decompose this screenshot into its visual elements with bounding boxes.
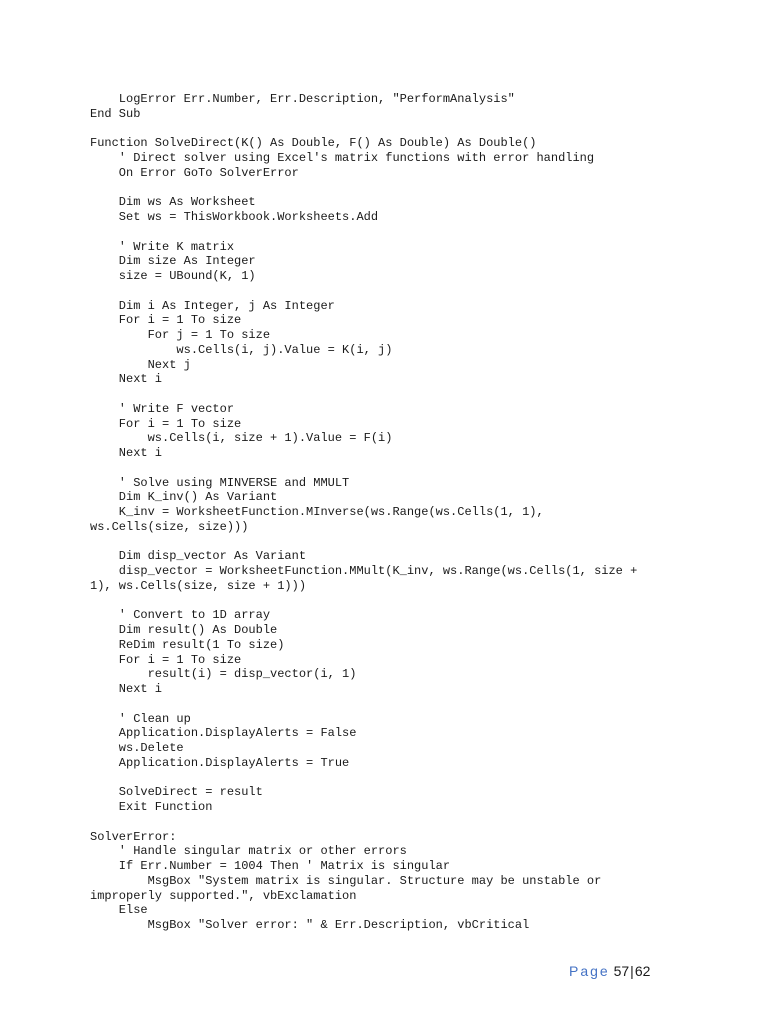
- page-total: 62: [634, 963, 651, 979]
- code-line: Dim ws As Worksheet: [90, 195, 256, 210]
- code-line: Application.DisplayAlerts = True: [90, 755, 350, 770]
- code-line: ' Direct solver using Excel's matrix functions with error handling: [90, 151, 595, 165]
- code-line: [90, 181, 680, 196]
- code-line: size = UBound(K, 1): [90, 269, 256, 283]
- code-line: [90, 122, 680, 137]
- code-line: LogError Err.Number, Err.Description, "PerformAnalysis": [90, 92, 515, 106]
- code-line: ws.Delete: [90, 741, 184, 755]
- code-line: Dim disp_vector As Variant: [90, 549, 307, 564]
- code-line: For i = 1 To size: [90, 416, 242, 431]
- code-line: SolveDirect = result: [90, 785, 263, 800]
- page-number: 57: [613, 963, 630, 979]
- code-line: K_inv = WorksheetFunction.MInverse(ws.Range(ws.Cells(1, 1),: [90, 505, 544, 519]
- code-line: ws.Cells(size, size))): [90, 519, 249, 534]
- code-line: Function SolveDirect(K() As Double, F() As Double) As Double(): [90, 136, 537, 151]
- code-line: improperly supported.", vbExclamation: [90, 888, 357, 903]
- code-line: For i = 1 To size: [90, 313, 242, 328]
- code-line: ' Convert to 1D array: [90, 608, 271, 623]
- page-label: Page: [569, 963, 610, 979]
- code-line: ' Solve using MINVERSE and MMULT: [90, 475, 350, 490]
- code-line: [90, 535, 680, 550]
- code-line: Else: [90, 903, 148, 918]
- code-line: [90, 225, 680, 240]
- code-line: [90, 815, 680, 830]
- code-line: For j = 1 To size: [90, 328, 271, 342]
- code-line: On Error GoTo SolverError: [90, 165, 299, 180]
- code-line: Dim size As Integer: [90, 254, 256, 269]
- code-line: [90, 284, 680, 299]
- code-line: MsgBox "Solver error: " & Err.Description, vbCritical: [90, 918, 530, 932]
- code-line: Dim result() As Double: [90, 623, 278, 637]
- code-line: [90, 387, 680, 402]
- code-line: For i = 1 To size: [90, 652, 242, 667]
- code-line: ws.Cells(i, j).Value = K(i, j): [90, 342, 393, 357]
- code-line: Set ws = ThisWorkbook.Worksheets.Add: [90, 210, 379, 224]
- code-line: [90, 461, 680, 476]
- code-line: ' Write F vector: [90, 401, 235, 416]
- code-line: If Err.Number = 1004 Then ' Matrix is singular: [90, 859, 451, 873]
- code-line: MsgBox "System matrix is singular. Structure may be unstable or: [90, 873, 602, 888]
- code-line: ' Clean up: [90, 711, 191, 726]
- code-line: Exit Function: [90, 800, 213, 814]
- code-line: [90, 771, 680, 786]
- code-line: Next i: [90, 682, 163, 696]
- code-line: SolverError:: [90, 829, 177, 844]
- code-line: 1), ws.Cells(size, size + 1))): [90, 578, 307, 593]
- code-block: [90, 92, 680, 933]
- code-line: [90, 594, 680, 609]
- code-line: [90, 697, 680, 712]
- code-line: ReDim result(1 To size): [90, 637, 285, 652]
- code-line: ' Write K matrix: [90, 239, 235, 254]
- page-separator: |: [630, 963, 634, 979]
- code-line: result(i) = disp_vector(i, 1): [90, 667, 357, 682]
- code-line: Dim i As Integer, j As Integer: [90, 298, 335, 313]
- code-line: Next i: [90, 372, 163, 387]
- code-line: ' Handle singular matrix or other errors: [90, 844, 407, 859]
- code-line: Application.DisplayAlerts = False: [90, 726, 357, 741]
- page-footer: [569, 962, 650, 980]
- code-line: ws.Cells(i, size + 1).Value = F(i): [90, 431, 393, 446]
- code-line: Dim K_inv() As Variant: [90, 490, 278, 505]
- code-line: Next j: [90, 357, 191, 372]
- code-line: End Sub: [90, 106, 141, 121]
- code-line: Next i: [90, 446, 163, 460]
- code-line: disp_vector = WorksheetFunction.MMult(K_inv, ws.Range(ws.Cells(1, size +: [90, 564, 638, 578]
